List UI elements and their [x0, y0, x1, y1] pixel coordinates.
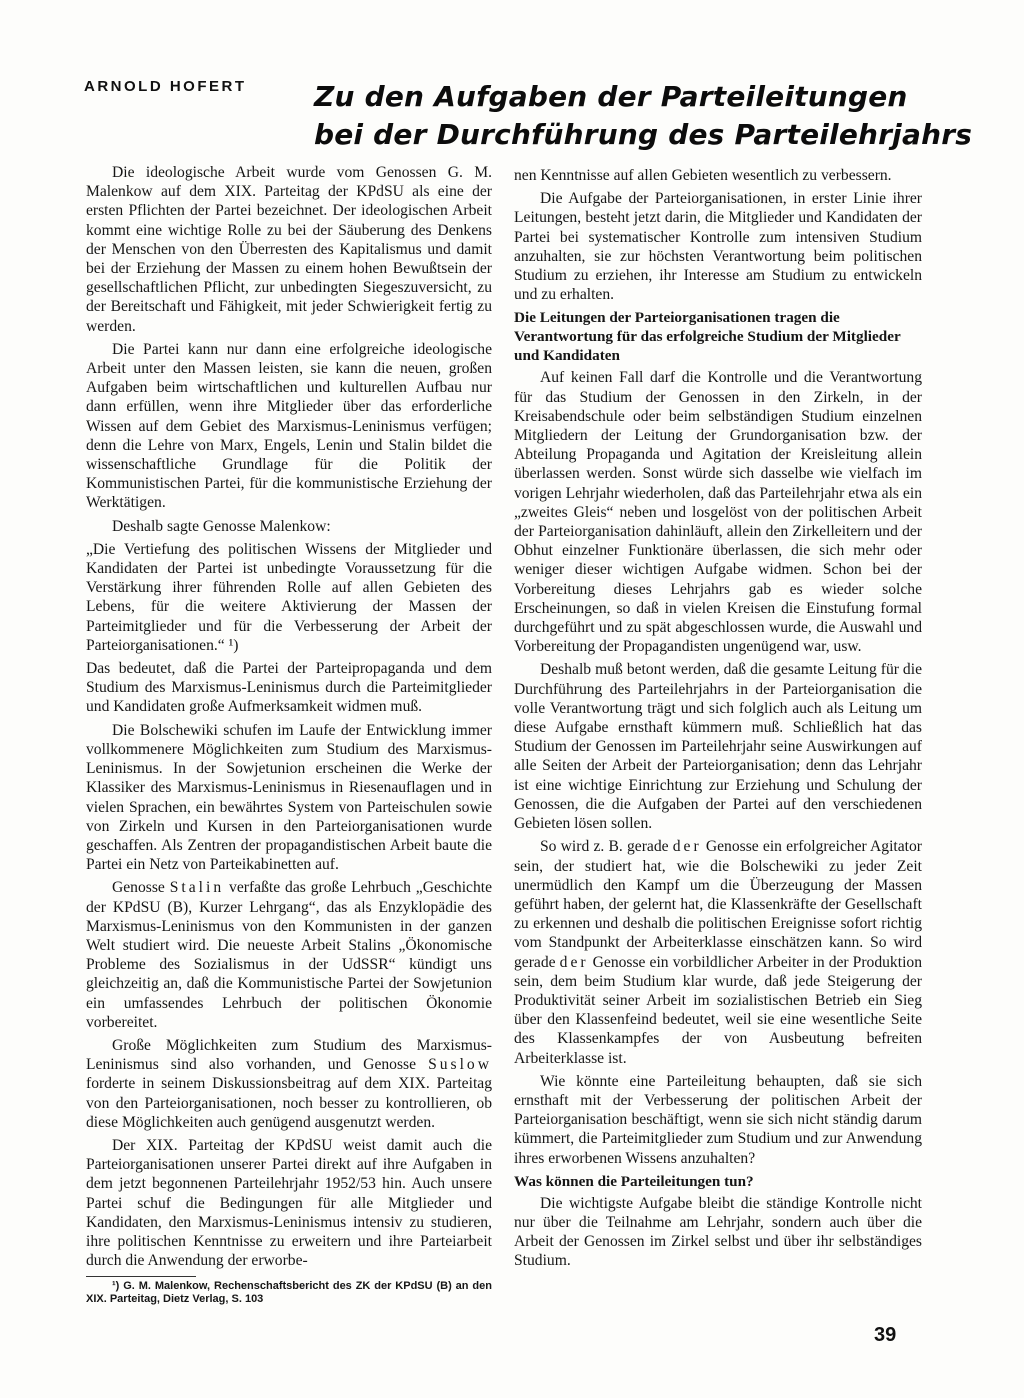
paragraph: Das bedeutet, daß die Partei der Parteipropaganda und dem Studium des Marxismus-Leninismus durch die Parteimitglieder und Kandidaten große Aufmerksamkeit widmen muß.	[86, 660, 492, 716]
text-run: Genosse	[112, 879, 170, 897]
paragraph: Deshalb muß betont werden, daß die gesamte Leitung für die Durchführung des Parteilehrjahrs in der Parteiorganisation die volle Verantwortung trägt und sich folglich auch als Leitung um diese Aufgabe ernsthaft kümmern muß. Schließlich hat das Studium der Genossen im Parteilehrjahr seine Auswirkungen auf alle Seiten der Arbeit der Parteiorganisation; denn das Lehrjahr ist eine wichtige Einrichtung zur Erziehung und Schulung der Genossen, die die Aufgaben der Partei auf den verschiedenen Gebieten lösen sollen.	[514, 661, 922, 833]
spaced-word-der: der	[559, 953, 589, 971]
title-line-2: bei der Durchführung des Parteilehrjahrs	[314, 118, 973, 151]
section-heading: Was können die Parteileitungen tun?	[514, 1172, 754, 1190]
paragraph: Die ideologische Arbeit wurde vom Genossen G. M. Malenkow auf dem XIX. Parteitag der KPdSU als eine der ersten Pflichten der Partei bezeichnet. Der ideologischen Arbeit kommt eine wichtige Rolle zu bei der Säuberung des Denkens der Menschen von den Überresten des Kapitalismus und damit bei der Erziehung der Massen zu einem hohen Bewußtsein der gesellschaftlichen Pflicht, zur unbedingten Siegeszuversicht, zu der Bereitschaft und Fähigkeit, mit jeder Schwierigkeit fertig zu werden.	[86, 164, 492, 335]
spaced-word-der: der	[672, 838, 702, 856]
paragraph: Auf keinen Fall darf die Kontrolle und die Verantwortung für das Studium der Genossen in den Zirkeln, in der Kreisabendschule oder beim selbständigen Studium einzelnen Mitgliedern der Leitung der Grundorganisation bzw. der Abteilung Propaganda und Agitation der Kreisleitung allein überlassen werden. Sonst würde sich dasselbe wie vielfach im vorigen Lehrjahr wiederholen, daß das Parteilehrjahr etwa als ein „zweites Gleis“ neben und losgelöst von der politischen Arbeit der Parteiorganisation dahinläuft, allein den Zirkelleitern und der Obhut einzelner Funktionäre überlassen, die sich mehr oder weniger dieser wichtigen Aufgabe widmen. Schon bei der Vorbereitung dieses Lehrjahrs gab es wieder solche Erscheinungen, so daß in vielen Kreisen die Einstufung formal durchgeführt und zu spät abgeschlossen wurde, die Auswahl und Vorbereitung der Propagandisten ungenügend war, usw.	[514, 369, 922, 656]
text-run: Genosse ein erfolgreicher Agitator sein, der studiert hat, wie die Bolschewiki zu jeder Zeit unermüdlich den Kampf um die Überzeugung der Massen geführt haben, der gelernt hat, die Klassenkräfte der Gesellschaft zu erkennen und deshalb die politischen Ereignisse sofort richtig vom Standpunkt der Arbeiterklasse einschätzen kann. So wird gerade	[514, 838, 922, 971]
paragraph: Die Partei kann nur dann eine erfolgreiche ideologische Arbeit unter den Massen leisten, sie kann die neuen, großen Aufgaben beim wirtschaftlichen und kulturellen Aufbau nur dann erfüllen, wenn ihre Mitglieder über das erforderliche Wissen auf dem Gebiet des Marxismus-Leninismus verfügen; denn die Lehre von Marx, Engels, Lenin und Stalin bildet die wissenschaftliche Grundlage für die Politik der Kommunistischen Partei, für die kommunistische Erziehung der Werktätigen.	[86, 340, 492, 512]
left-column	[86, 163, 492, 1310]
text-run: forderte in seinem Diskussionsbeitrag auf dem XIX. Parteitag von den Parteiorganisationen, noch besser zu kontrollieren, ob diese Möglichkeiten auch genügend ausgenutzt werden.	[86, 1075, 492, 1131]
paragraph: Die wichtigste Aufgabe bleibt die ständige Kontrolle nicht nur über die Teilnahme am Lehrjahr, sondern auch über die Arbeit der Genossen im Zirkel selbst und über ihr selbständiges Studium.	[514, 1194, 922, 1270]
paragraph: nen Kenntnisse auf allen Gebieten wesentlich zu verbessern.	[514, 167, 892, 184]
text-run: verfaßte das große Lehrbuch „Geschichte der KPdSU (B), Kurzer Lehrgang“, das als Enzyklopädie des Marxismus-Leninismus von den Kommunisten in der ganzen Welt studiert wird. Die neueste Arbeit Stalins „Ökonomische Probleme des Sozialismus in der UdSSR“ kündigt uns gleichzeitig an, daß die Kommunistische Partei der Sowjetunion ein umfassendes Lehrbuch der politischen Ökonomie vorbereitet.	[86, 879, 492, 1031]
title-line-1: Zu den Aufgaben der Parteileitungen	[314, 80, 908, 113]
malenkow-quote: „Die Vertiefung des politischen Wissens der Mitglieder und Kandidaten der Partei ist unbedingte Voraussetzung für die Verstärkung ihrer führenden Rolle auf allen Gebieten des Lebens, für die weitere Aktivierung der Massen der Parteimitglieder und für die Verbesserung der Arbeit der Parteiorganisationen.“ ¹)	[86, 540, 492, 654]
footnote-divider	[86, 1276, 196, 1277]
page-number: 39	[874, 1324, 897, 1346]
paragraph: Deshalb sagte Genosse Malenkow:	[112, 517, 331, 535]
paragraph	[514, 837, 922, 1067]
text-run: So wird z. B. gerade	[540, 838, 673, 856]
footnote: ¹) G. M. Malenkow, Rechenschaftsbericht des ZK der KPdSU (B) an den XIX. Parteitag, Dietz Verlag, S. 103	[86, 1280, 492, 1306]
text-run: Große Möglichkeiten zum Studium des Marxismus-Leninismus sind also vorhanden, und Genosse	[86, 1036, 492, 1074]
section-heading: Die Leitungen der Parteiorganisationen tragen die Verantwortung für das erfolgreiche Studium der Mitglieder und Kandidaten	[514, 309, 901, 365]
right-column	[514, 166, 922, 1275]
paragraph: Die Bolschewiki schufen im Laufe der Entwicklung immer vollkommenere Möglichkeiten zum Studium des Marxismus-Leninismus. In der Sowjetunion erscheinen die Werke der Klassiker des Marxismus-Leninismus in Riesenauflagen und in vielen Sprachen, ein bewährtes System von Parteischulen sowie von Zirkeln und Kursen in den Parteiorganisationen wurde geschaffen. Als Zentren der propagandistischen Arbeit baute die Partei ein Netz von Parteikabinetten auf.	[86, 721, 492, 874]
paragraph	[86, 878, 492, 1032]
paragraph: Der XIX. Parteitag der KPdSU weist damit auch die Parteiorganisationen unserer Partei direkt auf ihre Aufgaben in dem jetzt begonnenen Parteilehrjahr 1952/53 hin. Auch unsere Partei schuf die Bedingungen für alle Mitglieder und Kandidaten, den Marxismus-Leninismus intensiv zu studieren, ihre politischen Kenntnisse zu erweitern und ihre Parteiarbeit durch die Anwendung der erworbe-	[86, 1136, 492, 1270]
paragraph	[86, 1036, 492, 1132]
article-title	[314, 78, 973, 154]
paragraph: Wie könnte eine Parteileitung behaupten, daß sie sich ernsthaft mit der Verbesserung der politischen Arbeit der Parteiorganisation beschäftigt, wenn sie sich nicht ständig darum kümmert, die Parteimitglieder zum Studium und zur Anwendung ihres erworbenen Wissens anzuhalten?	[514, 1072, 922, 1167]
article-author: ARNOLD HOFERT	[84, 78, 247, 95]
text-run: Genosse ein vorbildlicher Arbeiter in der Produktion sein, dem beim Studium klar wurde, daß jede Steigerung der Produktivität seiner Arbeit im sozialistischen Betrieb ein Sieg über den Klassenfeind bedeutet, weil sie eine wesentliche Seite des Klassenkampfes der von Ausbeutung befreiten Arbeiterklasse ist.	[514, 953, 922, 1067]
paragraph: Die Aufgabe der Parteiorganisationen, in erster Linie ihrer Leitungen, besteht jetzt darin, die Mitglieder und Kandidaten der Partei bei systematischer Kontrolle zum intensiven Studium anzuhalten, sie zur höchsten Verantwortung beim politischen Studium zu erziehen, ihr Interesse am Studium zu entwickeln und zu erhalten.	[514, 190, 922, 304]
spaced-name-stalin: Stalin	[169, 879, 225, 897]
spaced-name-suslow: Suslow	[428, 1056, 492, 1074]
